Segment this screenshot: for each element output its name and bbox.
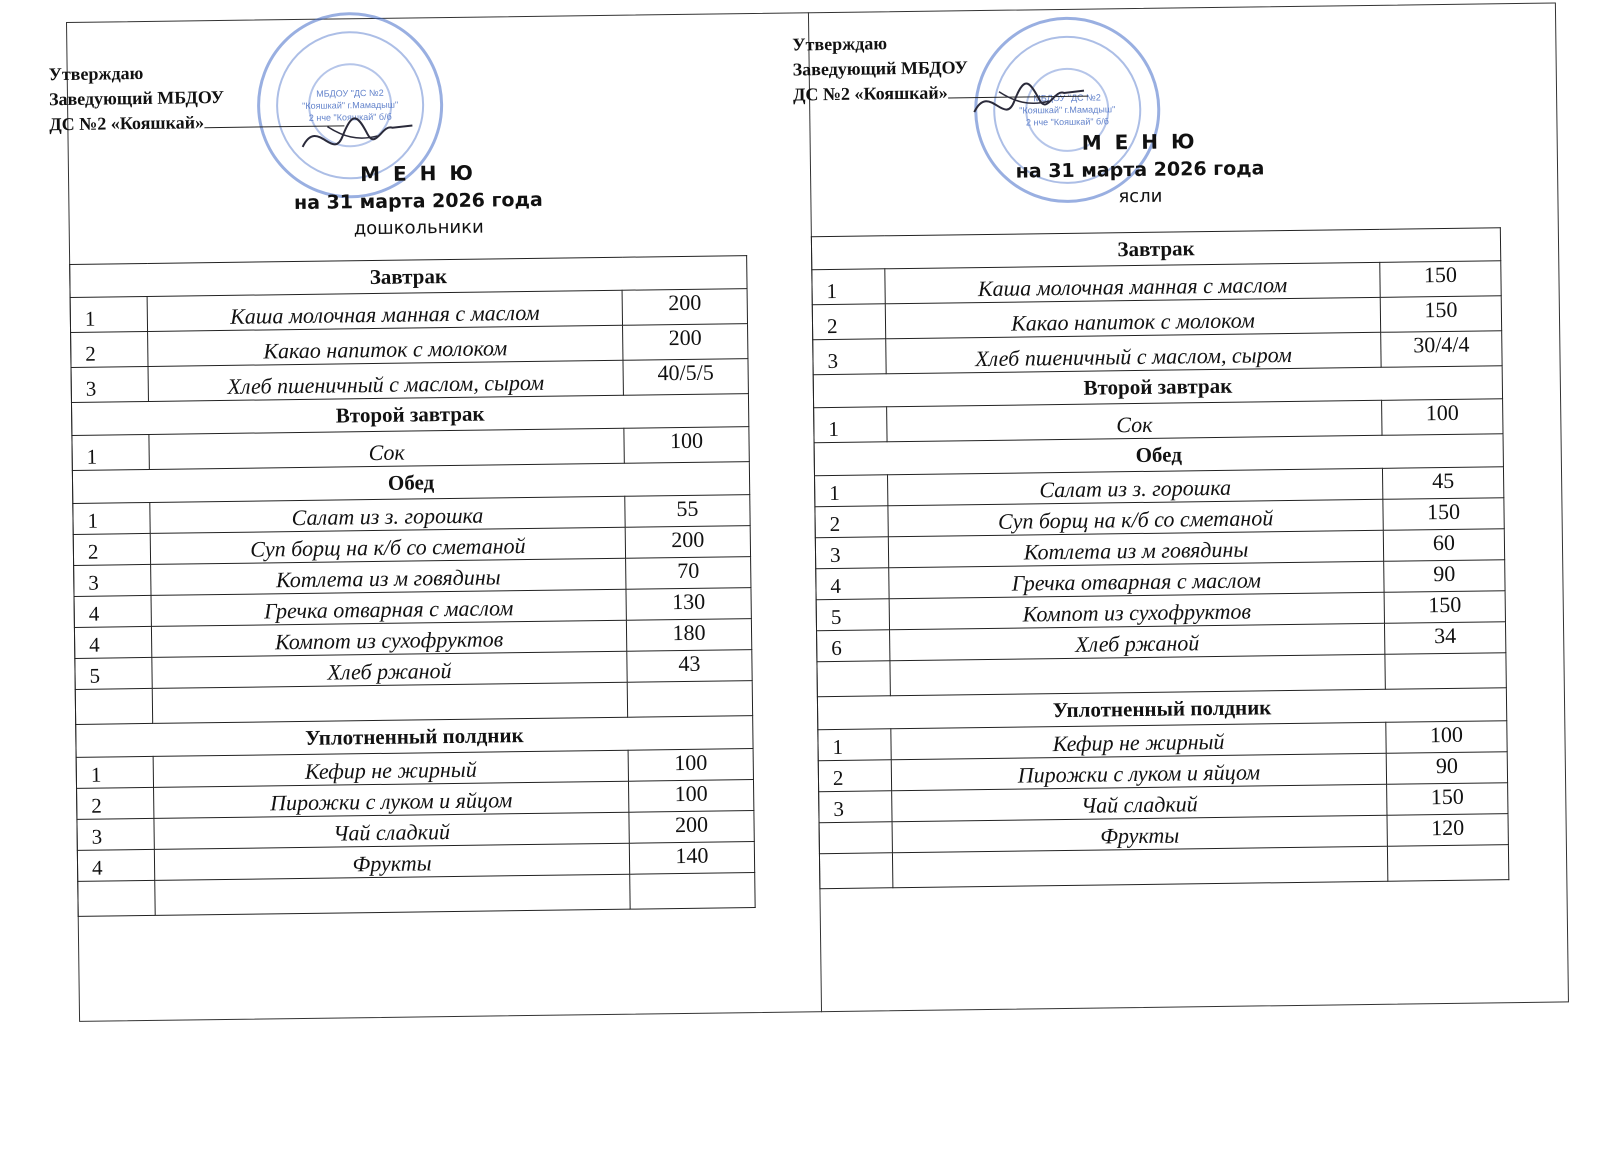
item-number: 3	[813, 339, 886, 375]
dish-name: Хлеб ржаной	[890, 623, 1385, 660]
portion-size: 55	[625, 495, 750, 528]
portion-size: 150	[1387, 783, 1508, 816]
portion-size: 200	[625, 526, 750, 559]
dish-name: Хлеб пшеничный с маслом, сыром	[148, 360, 623, 401]
table-row	[78, 873, 755, 917]
item-number	[78, 880, 155, 916]
dish-name	[892, 846, 1387, 887]
handwritten-signature	[297, 105, 418, 167]
portion-size: 180	[626, 619, 751, 652]
meal-section-title: Второй завтрак	[813, 366, 1502, 408]
portion-size: 150	[1380, 296, 1501, 333]
portion-size: 150	[1380, 261, 1501, 298]
dish-name: Салат из з. горошка	[887, 468, 1382, 505]
item-number: 2	[71, 331, 148, 367]
dish-name: Пирожки с луком и яйцом	[891, 753, 1386, 790]
item-number: 1	[70, 296, 147, 332]
meal-section-title: Уплотненный полдник	[76, 716, 753, 758]
item-number: 2	[812, 304, 885, 340]
meal-section-title: Обед	[814, 434, 1503, 476]
item-number: 2	[73, 533, 150, 565]
meal-section-title: Второй завтрак	[71, 394, 748, 436]
portion-size: 200	[623, 324, 748, 361]
portion-size: 70	[626, 557, 751, 590]
dish-name: Суп борщ на к/б со сметаной	[888, 499, 1383, 536]
portion-size: 45	[1382, 467, 1503, 500]
portion-size: 100	[628, 749, 753, 782]
portion-size: 150	[1384, 591, 1505, 624]
item-number: 4	[816, 568, 889, 600]
item-number	[819, 822, 892, 854]
stamp-text: МБДОУ "ДС №2 "Кояшкай" г.Мамадыш" 2 нче "Кояшкай" б/б	[302, 87, 399, 123]
item-number: 1	[812, 269, 885, 305]
dish-name: Котлета из м говядины	[888, 530, 1383, 567]
approve-label: Утверждаю	[792, 33, 888, 55]
dish-name: Какао напиток с молоком	[885, 297, 1380, 338]
portion-size: 100	[1386, 721, 1507, 754]
menu-preschool	[48, 12, 821, 1022]
meal-section-title: Завтрак	[811, 228, 1500, 270]
item-number: 2	[815, 506, 888, 538]
item-number: 2	[818, 760, 891, 792]
menu-title-block	[989, 126, 1290, 212]
dish-name: Фрукты	[892, 815, 1387, 852]
portion-size: 130	[626, 588, 751, 621]
dish-name	[155, 874, 630, 915]
dish-name: Сок	[149, 428, 624, 469]
menu-date: на 31 марта 2026 года	[1015, 157, 1265, 183]
portion-size: 100	[624, 427, 749, 464]
portion-size: 43	[627, 650, 752, 683]
portion-size	[627, 681, 752, 718]
meal-section-title: Обед	[72, 462, 749, 504]
item-number: 5	[75, 657, 152, 689]
menu-title-block	[268, 157, 569, 243]
dish-name: Чай сладкий	[892, 784, 1387, 821]
item-number	[817, 661, 890, 697]
dish-name: Хлеб ржаной	[152, 651, 627, 688]
portion-size: 200	[629, 811, 754, 844]
dish-name: Салат из з. горошка	[150, 496, 625, 533]
portion-size: 40/5/5	[623, 359, 748, 396]
item-number: 5	[816, 599, 889, 631]
dish-name: Сок	[887, 400, 1382, 441]
portion-size: 100	[628, 780, 753, 813]
dish-name: Пирожки с луком и яйцом	[154, 781, 629, 818]
item-number: 6	[817, 630, 890, 662]
item-number: 3	[77, 818, 154, 850]
menu-table	[811, 227, 1509, 889]
meal-section-title: Уплотненный полдник	[817, 688, 1506, 730]
menu-title: М Е Н Ю	[1081, 129, 1198, 155]
portion-size: 150	[1383, 498, 1504, 531]
item-number: 1	[818, 729, 891, 761]
age-group: ясли	[1118, 185, 1163, 208]
item-number: 2	[77, 787, 154, 819]
item-number: 4	[74, 595, 151, 627]
approve-label: Утверждаю	[48, 62, 144, 85]
approver-position: Заведующий МБДОУ	[792, 57, 968, 80]
dish-name: Компот из сухофруктов	[889, 592, 1384, 629]
portion-size: 120	[1387, 814, 1508, 847]
dish-name: Фрукты	[154, 843, 629, 880]
portion-size: 200	[622, 289, 747, 326]
dish-name: Хлеб пшеничный с маслом, сыром	[886, 332, 1381, 373]
item-number: 1	[814, 407, 887, 443]
portion-size: 60	[1383, 529, 1504, 562]
portion-size: 34	[1384, 622, 1505, 655]
portion-size: 100	[1382, 399, 1503, 436]
dish-name: Какао напиток с молоком	[148, 325, 623, 366]
dish-name: Кефир не жирный	[153, 750, 628, 787]
portion-size: 30/4/4	[1381, 331, 1502, 368]
item-number: 3	[819, 791, 892, 823]
menu-table	[69, 255, 755, 917]
item-number: 1	[76, 756, 153, 788]
dish-name: Чай сладкий	[154, 812, 629, 849]
item-number: 1	[815, 475, 888, 507]
menu-date: на 31 марта 2026 года	[293, 188, 543, 215]
item-number: 3	[71, 366, 148, 402]
item-number: 3	[74, 564, 151, 596]
menu-title: М Е Н Ю	[360, 160, 476, 187]
portion-size	[1387, 845, 1508, 882]
menu-nursery	[792, 3, 1563, 1013]
item-number: 4	[77, 849, 154, 881]
meal-section-title: Завтрак	[70, 256, 747, 298]
age-group: дошкольники	[353, 216, 484, 240]
dish-name: Котлета из м говядины	[151, 558, 626, 595]
item-number	[819, 853, 892, 889]
item-number: 4	[74, 626, 151, 658]
item-number	[75, 688, 152, 724]
portion-size	[630, 873, 755, 910]
dish-name: Кефир не жирный	[891, 722, 1386, 759]
portion-size: 90	[1384, 560, 1505, 593]
portion-size: 90	[1386, 752, 1507, 785]
dish-name: Гречка отварная с маслом	[889, 561, 1384, 598]
item-number: 1	[72, 434, 149, 470]
item-number: 1	[73, 502, 150, 534]
portion-size	[1385, 653, 1506, 690]
approver-position: Заведующий МБДОУ	[48, 86, 225, 110]
portion-size: 140	[629, 842, 754, 875]
institution-name: ДС №2 «Кояшкай»	[792, 82, 948, 105]
item-number: 3	[815, 537, 888, 569]
document-sheet	[48, 2, 1569, 1021]
dish-name: Суп борщ на к/б со сметаной	[150, 527, 625, 564]
dish-name: Компот из сухофруктов	[151, 620, 626, 657]
stamp-text: МБДОУ "ДС №2 "Кояшкай" г.Мамадыш" 2 нче "Кояшкай" б/б	[1019, 92, 1116, 128]
dish-name: Каша молочная манная с маслом	[885, 262, 1380, 303]
dish-name: Гречка отварная с маслом	[151, 589, 626, 626]
institution-name: ДС №2 «Кояшкай»	[49, 112, 205, 135]
handwritten-signature	[969, 71, 1090, 133]
dish-name: Каша молочная манная с маслом	[147, 290, 622, 331]
